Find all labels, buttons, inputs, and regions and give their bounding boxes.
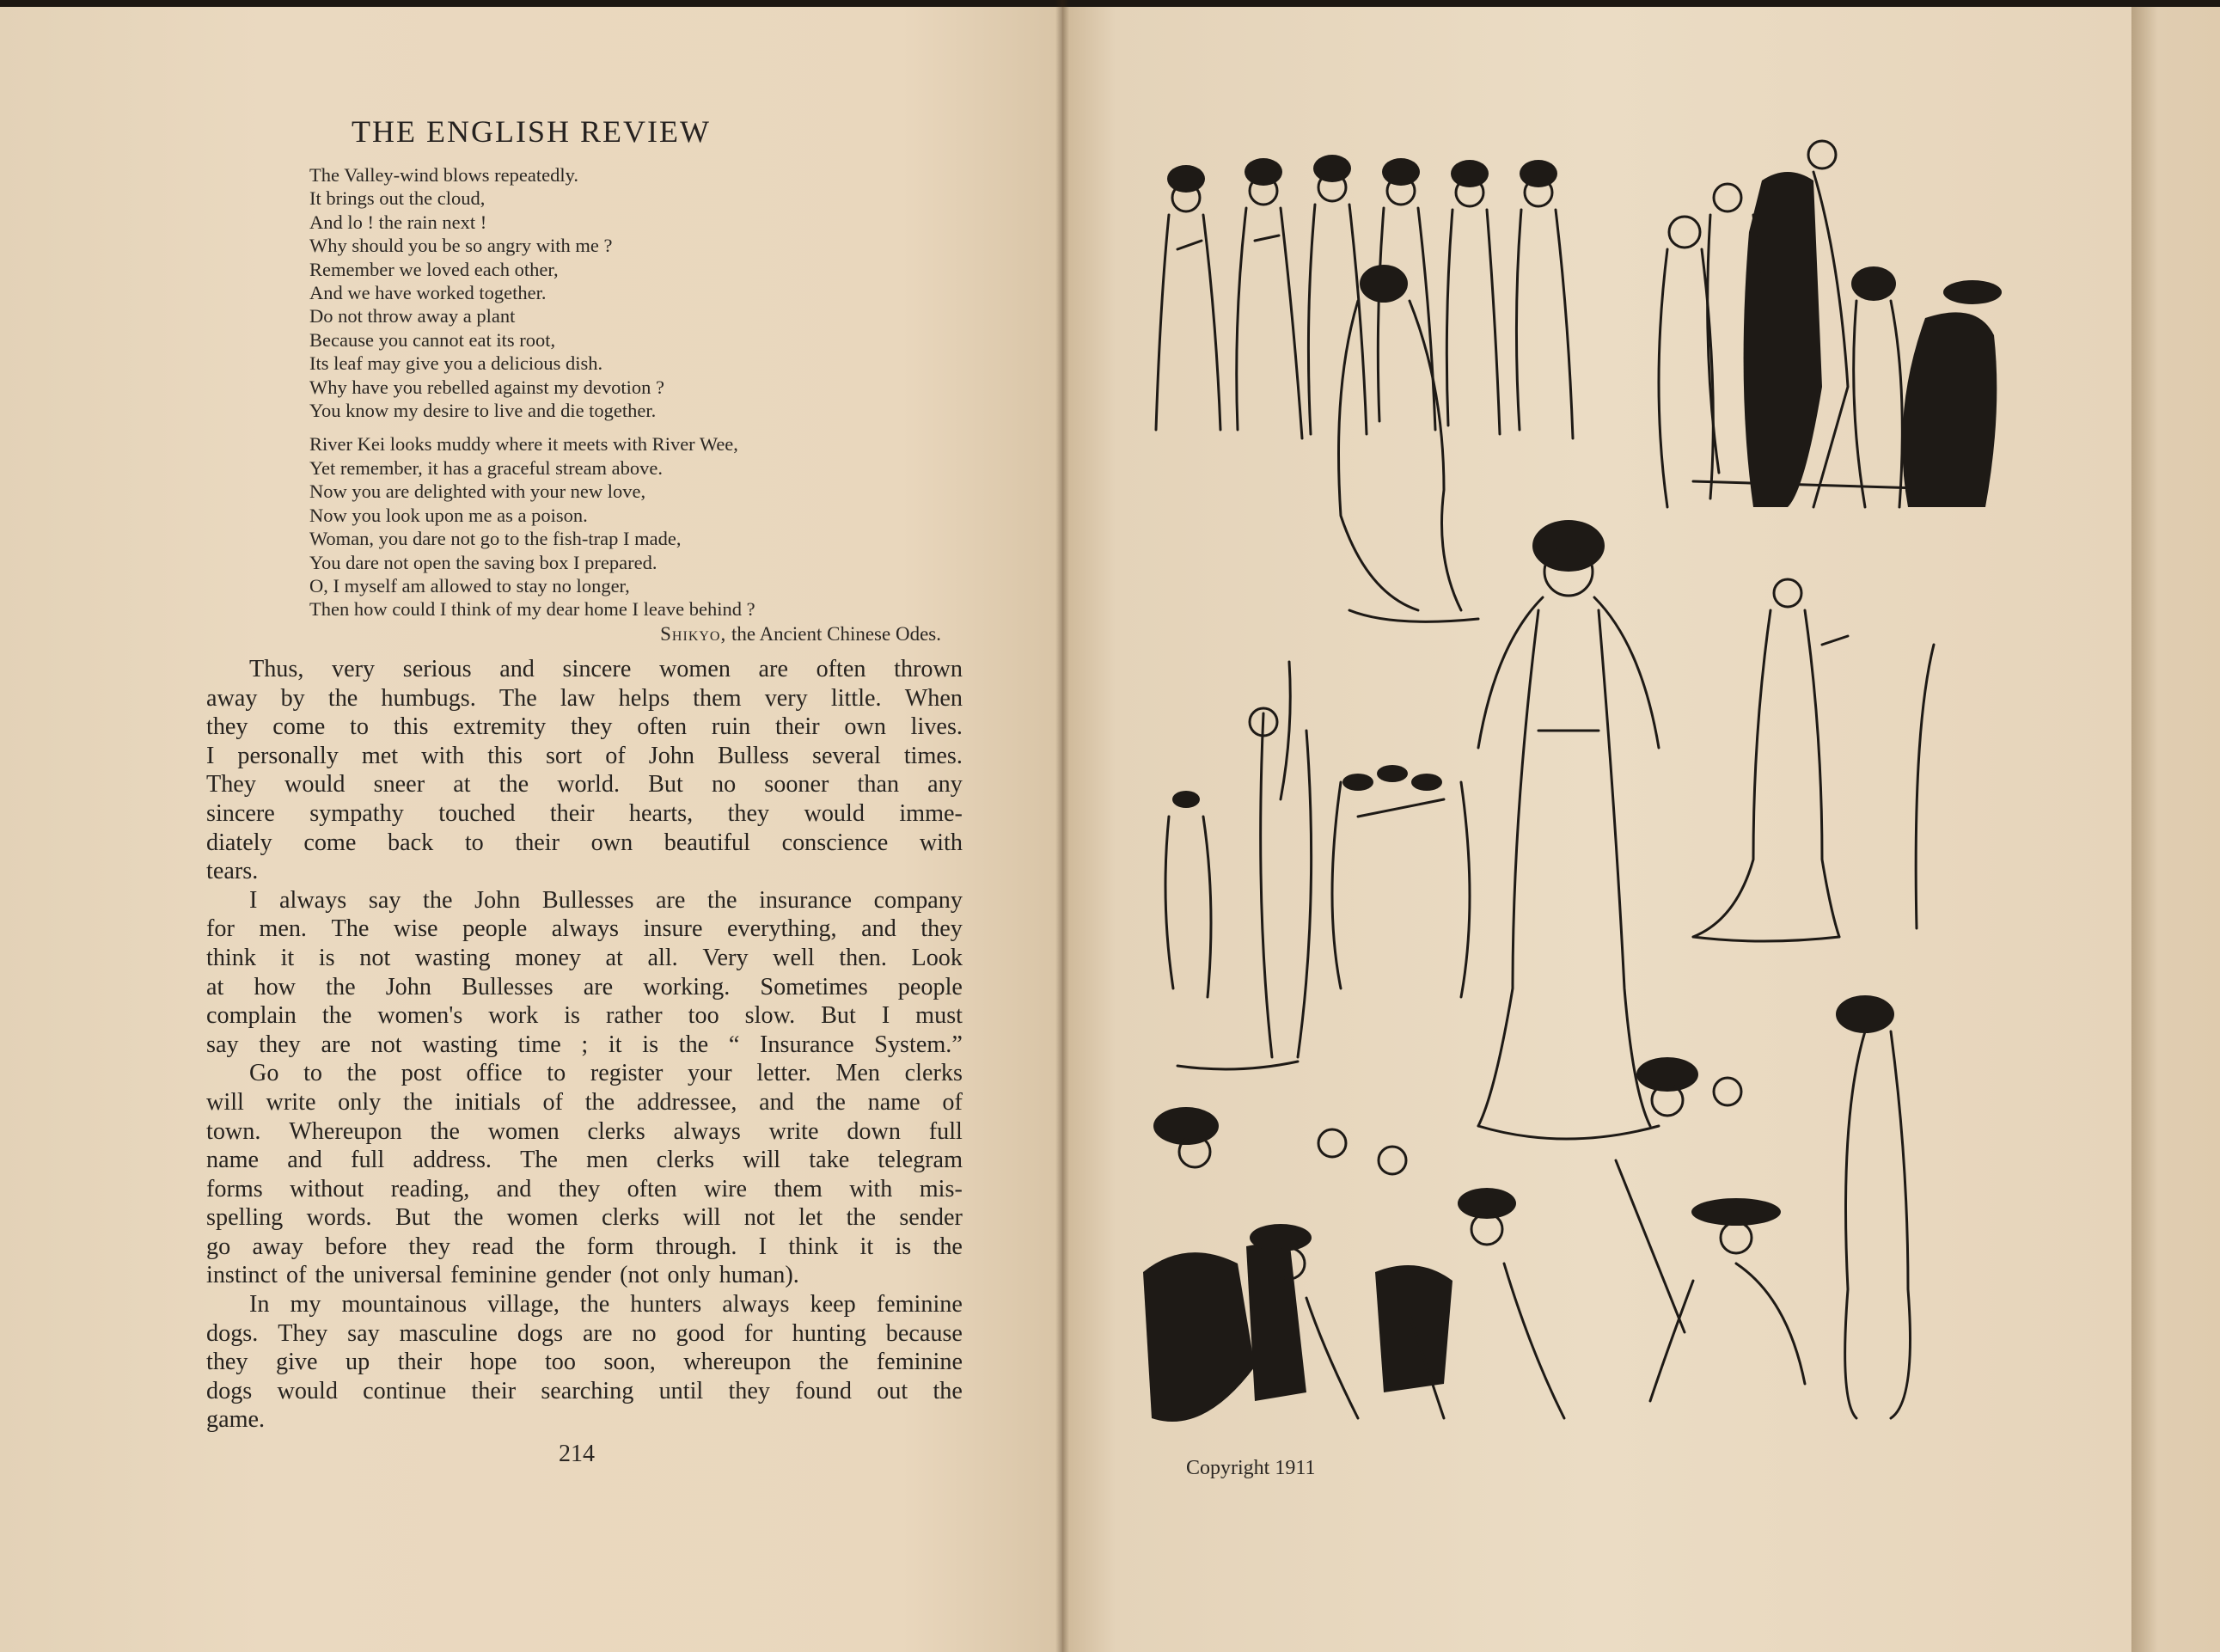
text-line: game. bbox=[206, 1406, 266, 1434]
poem-line: Now you look upon me as a poison. bbox=[309, 504, 588, 526]
text-line: they come to this extremity they often ruin their own lives. bbox=[206, 713, 963, 741]
page-number: 214 bbox=[559, 1441, 595, 1467]
body-text bbox=[206, 655, 963, 1435]
poem-line: Why should you be so angry with me ? bbox=[309, 235, 613, 257]
poem-line: River Kei looks muddy where it meets with River Wee, bbox=[309, 433, 738, 456]
poem-line: Because you cannot eat its root, bbox=[309, 328, 556, 351]
text-line: say they are not wasting time ; it is the “ Insurance System.” bbox=[206, 1031, 963, 1058]
attribution-author: Shikyo, bbox=[660, 623, 727, 645]
next-page-edge bbox=[2131, 7, 2220, 1652]
text-line: Go to the post office to register your letter. Men clerks bbox=[249, 1060, 963, 1087]
poem-line: Woman, you dare not go to the fish-trap I made, bbox=[309, 528, 682, 550]
text-line: go away before they read the form through. I think it is the bbox=[206, 1233, 963, 1260]
reading-woman-sketch bbox=[1693, 579, 1934, 941]
text-line: they give up their hope too soon, whereupon the feminine bbox=[206, 1349, 963, 1376]
book-gutter bbox=[1055, 0, 1069, 1652]
poem-line: You know my desire to live and die together. bbox=[309, 400, 657, 422]
text-line: diately come back to their own beautiful conscience with bbox=[206, 829, 963, 856]
text-line: name and full address. The men clerks will take telegram bbox=[206, 1147, 963, 1174]
sketch-illustration bbox=[1134, 129, 2020, 1470]
poem-line: Why have you rebelled against my devotion ? bbox=[309, 376, 664, 398]
text-line: tears. bbox=[206, 858, 259, 885]
crowd-in-hats-sketch bbox=[1143, 995, 1911, 1422]
text-line: Thus, very serious and sincere women are often thrown bbox=[249, 656, 963, 682]
left-page bbox=[0, 7, 1062, 1652]
text-line: instinct of the universal feminine gender (not only human). bbox=[206, 1262, 799, 1289]
poem-line: It brings out the cloud, bbox=[309, 187, 486, 210]
text-line: dogs would continue their searching until they found out the bbox=[206, 1377, 963, 1404]
text-line: will write only the initials of the addressee, and the name of bbox=[206, 1088, 963, 1116]
text-line: for men. The wise people always insure everything, and they bbox=[206, 915, 963, 943]
poem-line: Yet remember, it has a graceful stream above. bbox=[309, 456, 664, 479]
text-line: sincere sympathy touched their hearts, they would imme- bbox=[206, 799, 963, 827]
poem-line: And lo ! the rain next ! bbox=[309, 211, 487, 233]
text-line: I always say the John Bullesses are the insurance company bbox=[249, 886, 963, 914]
choir-group-sketch bbox=[1156, 155, 1573, 621]
running-head: THE ENGLISH REVIEW bbox=[352, 114, 711, 149]
meeting-table-sketch bbox=[1659, 141, 2002, 507]
text-line: In my mountainous village, the hunters always keep feminine bbox=[249, 1291, 963, 1319]
poem-stanza bbox=[309, 163, 945, 422]
poem-line: Remember we loved each other, bbox=[309, 258, 559, 280]
poem-line: O, I myself am allowed to stay no longer, bbox=[309, 574, 630, 597]
poem-line: Do not throw away a plant bbox=[309, 305, 516, 327]
attribution-work: the Ancient Chinese Odes. bbox=[731, 623, 941, 645]
standing-woman-sketch bbox=[1478, 520, 1659, 1139]
poem-line: Then how could I think of my dear home I leave behind ? bbox=[309, 598, 755, 621]
text-line: town. Whereupon the women clerks always write down full bbox=[206, 1117, 963, 1145]
text-line: complain the women's work is rather too slow. But I must bbox=[206, 1002, 963, 1030]
text-line: at how the John Bullesses are working. Sometimes people bbox=[206, 973, 963, 1000]
poem bbox=[309, 163, 945, 632]
raised-arm-group-sketch bbox=[1165, 662, 1470, 1069]
text-line: spelling words. But the women clerks will not let the sender bbox=[206, 1204, 963, 1232]
text-line: think it is not wasting money at all. Very well then. Look bbox=[206, 944, 963, 971]
poem-line: You dare not open the saving box I prepared. bbox=[309, 551, 657, 573]
text-line: They would sneer at the world. But no sooner than any bbox=[206, 771, 963, 798]
poem-line: The Valley-wind blows repeatedly. bbox=[309, 164, 579, 186]
poem-line: And we have worked together. bbox=[309, 282, 547, 304]
text-line: forms without reading, and they often wire them with mis- bbox=[206, 1175, 963, 1202]
poem-line: Its leaf may give you a delicious dish. bbox=[309, 352, 603, 375]
poem-attribution bbox=[516, 623, 941, 646]
poem-line: Now you are delighted with your new love, bbox=[309, 480, 646, 503]
text-line: dogs. They say masculine dogs are no good for hunting because bbox=[206, 1319, 963, 1347]
copyright-caption: Copyright 1911 bbox=[1186, 1457, 1316, 1479]
text-line: away by the humbugs. The law helps them very little. When bbox=[206, 684, 963, 712]
poem-stanza bbox=[309, 432, 945, 621]
text-line: I personally met with this sort of John Bulless several times. bbox=[206, 742, 963, 769]
